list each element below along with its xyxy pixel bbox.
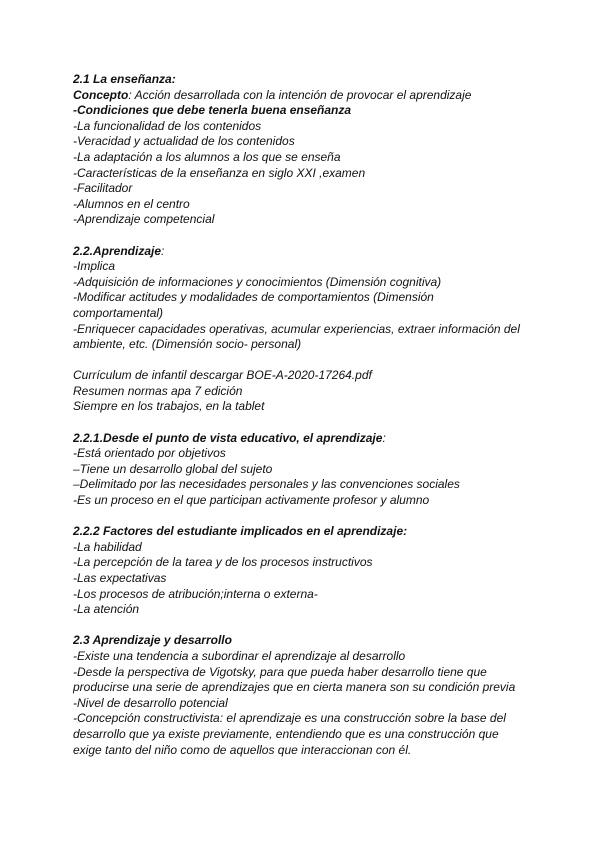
spacer (73, 415, 560, 431)
heading-suffix: : (382, 430, 386, 445)
section-heading-2-2 (73, 244, 560, 260)
text-line: -Adquisición de informaciones y conocimientos (Dimensión cognitiva) (73, 274, 442, 289)
list-item: –Tiene un desarrollo global del sujeto (73, 461, 273, 476)
concept-line (73, 88, 560, 104)
list-item: -Aprendizaje competencial (73, 212, 215, 227)
list-item: -La atención (73, 602, 140, 617)
list-item: -Características de la enseñanza en siglo XXI ,examen (73, 165, 366, 180)
text-line: -Enriquecer capacidades operativas, acumular experiencias, extraer información del (73, 321, 520, 336)
text-line: -Concepción constructivista: el aprendizaje es una construcción sobre la base del (73, 711, 506, 726)
section-heading-2-1: 2.1 La enseñanza: (73, 72, 176, 86)
text-line: ambiente, etc. (Dimensión socio- personal) (73, 337, 302, 352)
list-item: -La funcionalidad de los contenidos (73, 118, 262, 133)
note-line: Resumen normas apa 7 edición (73, 383, 243, 398)
list-item: -La habilidad (73, 539, 142, 554)
list-item: -Veracidad y actualidad de los contenidos (73, 134, 295, 149)
note-line: Currículum de infantil descargar BOE-A-2020-17264.pdf (73, 368, 372, 383)
spacer (73, 353, 560, 369)
section-heading-2-2-2: 2.2.2 Factores del estudiante implicados en el aprendizaje: (73, 524, 408, 539)
spacer (73, 228, 560, 244)
list-item: -Facilitador (73, 181, 133, 196)
text-line: -Existe una tendencia a subordinar el aprendizaje al desarrollo (73, 648, 406, 663)
list-item: -Las expectativas (73, 571, 167, 585)
text-line: comportamental) (73, 305, 164, 320)
list-item: -Los procesos de atribución;interna o externa- (73, 586, 318, 601)
text-line: -Implica (73, 259, 116, 274)
text-line: -Nivel de desarrollo potencial (73, 695, 228, 710)
list-item: -La adaptación a los alumnos a los que se enseña (73, 149, 341, 164)
spacer (73, 509, 560, 525)
concept-label: Concepto (73, 87, 129, 102)
heading-text: 2.2.1.Desde el punto de vista educativo, el aprendizaje (73, 430, 383, 445)
list-item: -La percepción de la tarea y de los procesos instructivos (73, 555, 373, 570)
text-line: exige tanto del niño como de aquellos que interaccionan con él. (73, 742, 412, 757)
conditions-heading: -Condiciones que debe tenerla buena enseñanza (73, 103, 352, 118)
section-heading-2-3: 2.3 Aprendizaje y desarrollo (73, 633, 232, 648)
heading-text: 2.2.Aprendizaje (73, 243, 162, 258)
text-line: -Desde la perspectiva de Vigotsky, para que pueda haber desarrollo tiene que (73, 664, 487, 679)
spacer (73, 618, 560, 634)
list-item: -Es un proceso en el que participan activamente profesor y alumno (73, 493, 430, 508)
text-line: -Modificar actitudes y modalidades de comportamientos (Dimensión (73, 290, 434, 305)
text-line: desarrollo que ya existe previamente, entendiendo que es una construcción que (73, 726, 499, 741)
list-item: -Alumnos en el centro (73, 196, 190, 211)
text-line: producirse una serie de aprendizajes que en cierta manera son su condición previa (73, 680, 516, 695)
note-line: Siempre en los trabajos, en la tablet (73, 399, 265, 414)
list-item: –Delimitado por las necesidades personales y las convenciones sociales (73, 477, 460, 492)
section-heading-2-2-1 (73, 431, 560, 447)
list-item: -Está orientado por objetivos (73, 446, 226, 461)
heading-suffix: : (161, 243, 165, 258)
concept-text: : Acción desarrollada con la intención de provocar el aprendizaje (128, 87, 472, 102)
